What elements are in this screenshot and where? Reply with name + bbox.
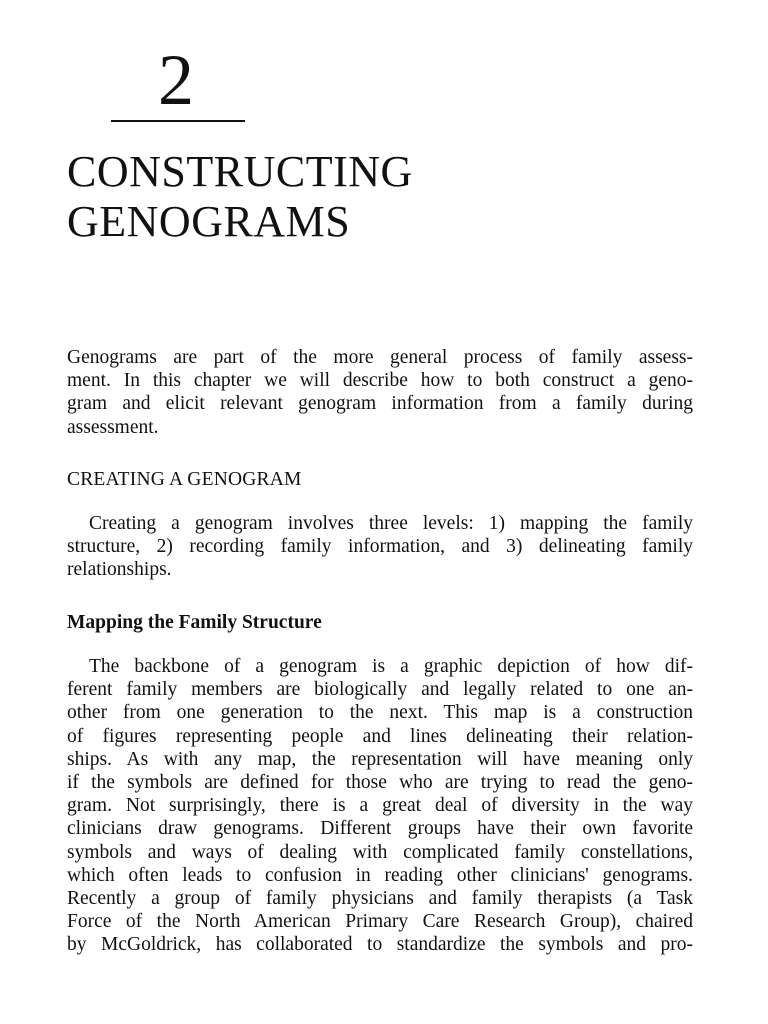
text-line: structure, 2) recording family information, and 3) delineating family	[67, 536, 693, 558]
subsection-heading: Mapping the Family Structure	[67, 612, 322, 633]
text-line: if the symbols are defined for those who are trying to read the geno-	[67, 772, 693, 794]
subsection-paragraph	[67, 655, 693, 957]
text-line: Force of the North American Primary Care Research Group), chaired	[67, 911, 693, 933]
text-line: which often leads to confusion in reading other clinicians' genograms.	[67, 864, 693, 886]
text-line: ships. As with any map, the representation will have meaning only	[67, 748, 693, 770]
chapter-number: 2	[158, 40, 194, 120]
section-heading: CREATING A GENOGRAM	[67, 469, 302, 490]
section-paragraph	[67, 512, 693, 582]
text-line: clinicians draw genograms. Different groups have their own favorite	[67, 818, 693, 840]
intro-paragraph	[67, 346, 693, 439]
text-line: by McGoldrick, has collaborated to standardize the symbols and pro-	[67, 934, 693, 956]
chapter-title	[67, 147, 413, 247]
text-line: gram and elicit relevant genogram information from a family during	[67, 393, 693, 415]
text-line: Genograms are part of the more general process of family assess-	[67, 347, 693, 368]
text-line: ment. In this chapter we will describe how to both construct a geno-	[67, 370, 693, 392]
chapter-title-line: CONSTRUCTING	[67, 147, 413, 196]
text-line: symbols and ways of dealing with complicated family constellations,	[67, 841, 693, 863]
text-line: assessment.	[67, 416, 159, 438]
text-line: other from one generation to the next. This map is a construction	[67, 702, 693, 724]
text-line: Creating a genogram involves three levels: 1) mapping the family	[89, 513, 693, 534]
text-line: Recently a group of family physicians and family therapists (a Task	[67, 888, 693, 910]
text-line: ferent family members are biologically and legally related to one an-	[67, 679, 693, 701]
text-line: of figures representing people and lines delineating their relation-	[67, 725, 693, 747]
text-line: The backbone of a genogram is a graphic depiction of how dif-	[89, 656, 693, 677]
text-line: gram. Not surprisingly, there is a great deal of diversity in the way	[67, 795, 693, 817]
chapter-title-line: GENOGRAMS	[67, 197, 351, 246]
text-line: relationships.	[67, 559, 172, 581]
chapter-number-underline	[111, 120, 245, 122]
